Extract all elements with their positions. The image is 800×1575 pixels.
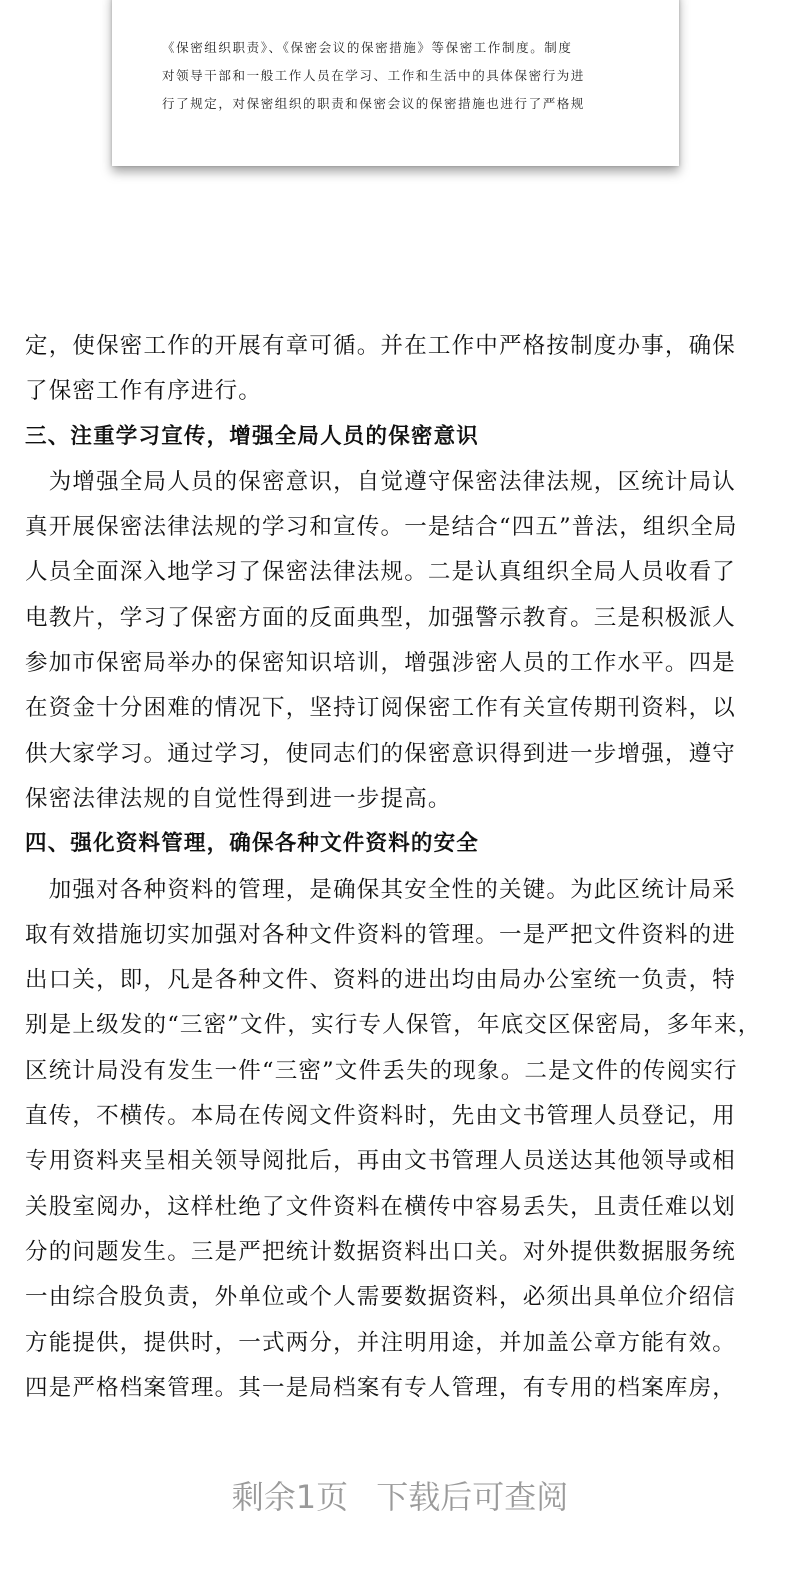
paragraph-line: 了保密工作有序进行。: [25, 378, 263, 405]
paragraph-line: 保密法律法规的自觉性得到进一步提高。: [25, 785, 452, 812]
paragraph-line: 在资金十分困难的情况下，坚持订阅保密工作有关宣传期刊资料，以: [25, 695, 737, 722]
paragraph-line: 一由综合股负责，外单位或个人需要数据资料，必须出具单位介绍信: [25, 1284, 737, 1311]
paragraph-line: 人员全面深入地学习了保密法律法规。二是认真组织全局人员收看了: [25, 559, 737, 586]
paragraph-line: 电教片，学习了保密方面的反面典型，加强警示教育。三是积极派人: [25, 604, 737, 631]
document-body: [25, 326, 795, 1413]
paragraph-line: 为增强全局人员的保密意识，自觉遵守保密法律法规，区统计局认: [25, 468, 737, 495]
preview-page-card: [112, 0, 679, 166]
paragraph-line: 分的问题发生。三是严把统计数据资料出口关。对外提供数据服务统: [25, 1238, 737, 1265]
paragraph-line: 取有效措施切实加强对各种文件资料的管理。一是严把文件资料的进: [25, 921, 737, 948]
paragraph-line: 直传，不横传。本局在传阅文件资料时，先由文书管理人员登记，用: [25, 1103, 737, 1130]
remaining-pages-label: 剩余1页: [231, 1478, 349, 1516]
card-text-line: 《保密组织职责》、《保密会议的保密措施》等保密工作制度。制度: [162, 40, 573, 55]
section-heading: 四、强化资料管理，确保各种文件资料的安全: [25, 831, 480, 857]
paragraph-line: 真开展保密法律法规的学习和宣传。一是结合“四五”普法，组织全局: [25, 514, 738, 541]
paragraph-line: 别是上级发的“三密”文件，实行专人保管，年底交区保密局，多年来，: [25, 1012, 762, 1039]
download-to-view-label: 下载后可查阅: [376, 1478, 569, 1516]
paragraph-line: 区统计局没有发生一件“三密”文件丢失的现象。二是文件的传阅实行: [25, 1057, 738, 1084]
card-text-line: 行了规定，对保密组织的职责和保密会议的保密措施也进行了严格规: [162, 96, 586, 111]
paragraph-line: 加强对各种资料的管理，是确保其安全性的关键。为此区统计局采: [25, 876, 737, 903]
paragraph-line: 四是严格档案管理。其一是局档案有专人管理，有专用的档案库房，: [25, 1374, 737, 1401]
paragraph-line: 参加市保密局举办的保密知识培训，增强涉密人员的工作水平。四是: [25, 650, 737, 677]
paragraph-line: 专用资料夹呈相关领导阅批后，再由文书管理人员送达其他领导或相: [25, 1148, 737, 1175]
paragraph-line: 出口关，即，凡是各种文件、资料的进出均由局办公室统一负责，特: [25, 967, 737, 994]
card-text-line: 对领导干部和一般工作人员在学习、工作和生活中的具体保密行为进: [162, 68, 586, 83]
read-more-button[interactable]: [0, 1472, 800, 1518]
paragraph-line: 方能提供，提供时，一式两分，并注明用途，并加盖公章方能有效。: [25, 1329, 737, 1356]
paragraph-line: 关股室阅办，这样杜绝了文件资料在横传中容易丢失，且责任难以划: [25, 1193, 737, 1220]
paragraph-line: 定，使保密工作的开展有章可循。并在工作中严格按制度办事，确保: [25, 333, 737, 359]
paragraph-line: 供大家学习。通过学习，使同志们的保密意识得到进一步增强，遵守: [25, 740, 737, 767]
section-heading: 三、注重学习宣传，增强全局人员的保密意识: [25, 423, 480, 449]
